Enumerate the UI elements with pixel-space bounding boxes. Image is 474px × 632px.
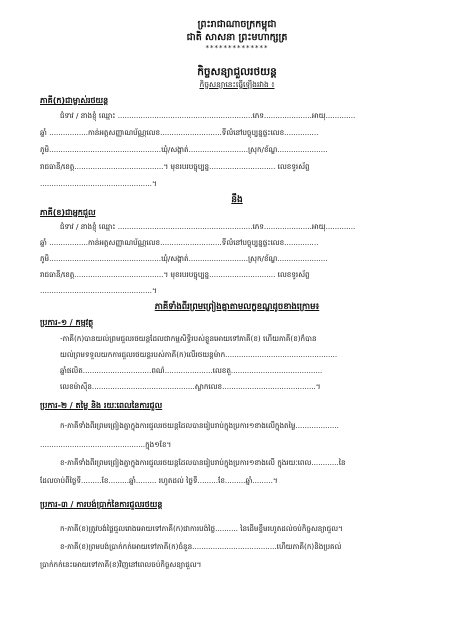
article-1-line-1: -ភាគី(ក)បានយល់ព្រមជួលរថយន្តដែលជាកម្មសិទ្ធិរបស់ខ្លួនអោយទៅភាគី(ខ) ហើយភាគី(ខ)ក៏បាន — [60, 334, 317, 343]
article-1-heading: ប្រការ-១ / កម្មវត្ថុ — [40, 318, 94, 327]
party-a-heading: ភាគី(ក)ជាម្ចាស់រថយន្ត — [40, 96, 109, 105]
kingdom-title: ព្រះរាជាណាចក្រកម្ពុជា — [197, 19, 277, 30]
article-1-line-3: ឆ្នាំផលិត..............................ពណ៌.....................លេខតួ........................................ — [60, 366, 323, 375]
article-1-line-4: លេខម៉ាស៊ីន.............................................ស្លាកលេខ.........................................។ — [60, 382, 321, 391]
document-subtitle: កិច្ចសន្យានេះធ្វើឡើងរវាង ៖ — [199, 80, 275, 89]
party-b-line-3: ភូមិ.................................................ឃុំ/សង្កាត់..........................ស្រុក/ខ័ណ្ឌ...................... — [40, 254, 328, 263]
article-2-line-2: ..............................................ក្នុង១ខែ។ — [40, 440, 172, 449]
party-b-line-4: រាជធានី/ខេត្ត.......................................។ មុខរបរបច្ចុប្បន្ន............................. លេខទូរស័ព្ទ — [40, 270, 310, 279]
and-separator: នឹង — [231, 195, 243, 205]
party-b-line-5: .................................................។ — [40, 286, 157, 295]
party-a-line-5: .................................................។ — [40, 179, 157, 188]
party-a-line-1: ជំទាវ / នាងខ្ញុំ ឈ្មោះ ...........................................................ភេទ.....................អាយុ............. — [60, 111, 356, 120]
article-2-line-1: ក-ភាគីទាំងពីរព្រមព្រៀងគ្នាក្នុងការជួលរថយន្តដែលបានរៀបរាប់ក្នុងប្រការ១ខាងលើក្នុងតម្លៃ................... — [60, 421, 339, 430]
article-3-line-2: ខ-ភាគី(ខ)ព្រមបង់ប្រាក់កក់អោយទៅភាគី(ក)ចំនួន.....................................ហើយភាគី(ក)និងប្រគល់ — [60, 542, 342, 551]
party-b-line-2: ឆ្នាំ .................កាន់អត្តសញ្ញាណប័ណ្ណលេខ...........................ទីលំនៅបច្ចុប្បន្នផ្ទះលេខ............... — [40, 238, 319, 247]
party-b-heading: ភាគី(ខ)ជាអ្នកជួល — [40, 208, 96, 217]
article-3-line-1: ក-ភាគី(ខ)ត្រូវបង់ថ្លៃជួលរោងអោយទៅភាគី(ក)ជាការបង់ថ្លៃ.......... នៃដើមខ្ទឹមរហូតដល់ចប់កិច្ចសន្យាជួល។ — [60, 524, 343, 533]
article-1-line-2: យល់ព្រមទទួលយកការជួលរថយន្តរបស់ភាគី(ក)លើរថយន្តម៉ាក................................................. — [60, 350, 338, 359]
party-a-line-4: រាជធានី/ខេត្ត.......................................។ មុខរបរបច្ចុប្បន្ន............................. លេខទូរស័ព្ទ — [40, 162, 310, 171]
article-3-line-3: ប្រាក់កក់នេះអោយទៅភាគី(ខ)វិញនៅពេលចប់កិច្ចសន្យាជួល។ — [40, 560, 202, 569]
document-title: កិច្ចសន្យាជួលរថយន្ត — [197, 66, 277, 78]
stars-divider: ************** — [205, 44, 269, 52]
article-3-heading: ប្រការ-៣ / ការបង់ប្រាក់នៃការជួលរថយន្ត — [40, 500, 163, 509]
article-2-line-4: ដែលចាប់ពីថ្ងៃទី.........ខែ.........ឆ្នាំ......... រហូតដល់ ថ្ងៃទី.........ខែ.........ឆ្នាំ.........។ — [40, 476, 278, 485]
party-b-line-1: ជំទាវ / នាងខ្ញុំ ឈ្មោះ ...........................................................ភេទ.....................អាយុ............. — [60, 222, 356, 231]
agreement-heading: ភាគីទាំងពីរព្រមព្រៀងគ្នាតាមលក្ខខណ្ឌដូចខាងក្រោម៖ — [154, 302, 320, 312]
article-2-heading: ប្រការ-២ / តម្លៃ និង រយៈពេលនៃការជួល — [40, 401, 163, 410]
motto: ជាតិ សាសនា ព្រះមហាក្សត្រ — [186, 32, 288, 43]
party-a-line-2: ឆ្នាំ .................កាន់អត្តសញ្ញាណប័ណ្ណលេខ...........................ទីលំនៅបច្ចុប្បន្នផ្ទះលេខ............... — [40, 128, 319, 137]
article-2-line-3: ខ-ភាគីទាំងពីរព្រមព្រៀងគ្នាក្នុងការជួលរថយន្តដែលបានរៀបរាប់ក្នុងប្រការ១ខាងលើ ក្នុងរយៈពេល............នៃ — [60, 458, 346, 467]
party-a-line-3: ភូមិ.................................................ឃុំ/សង្កាត់..........................ស្រុក/ខ័ណ្ឌ...................... — [40, 145, 328, 154]
